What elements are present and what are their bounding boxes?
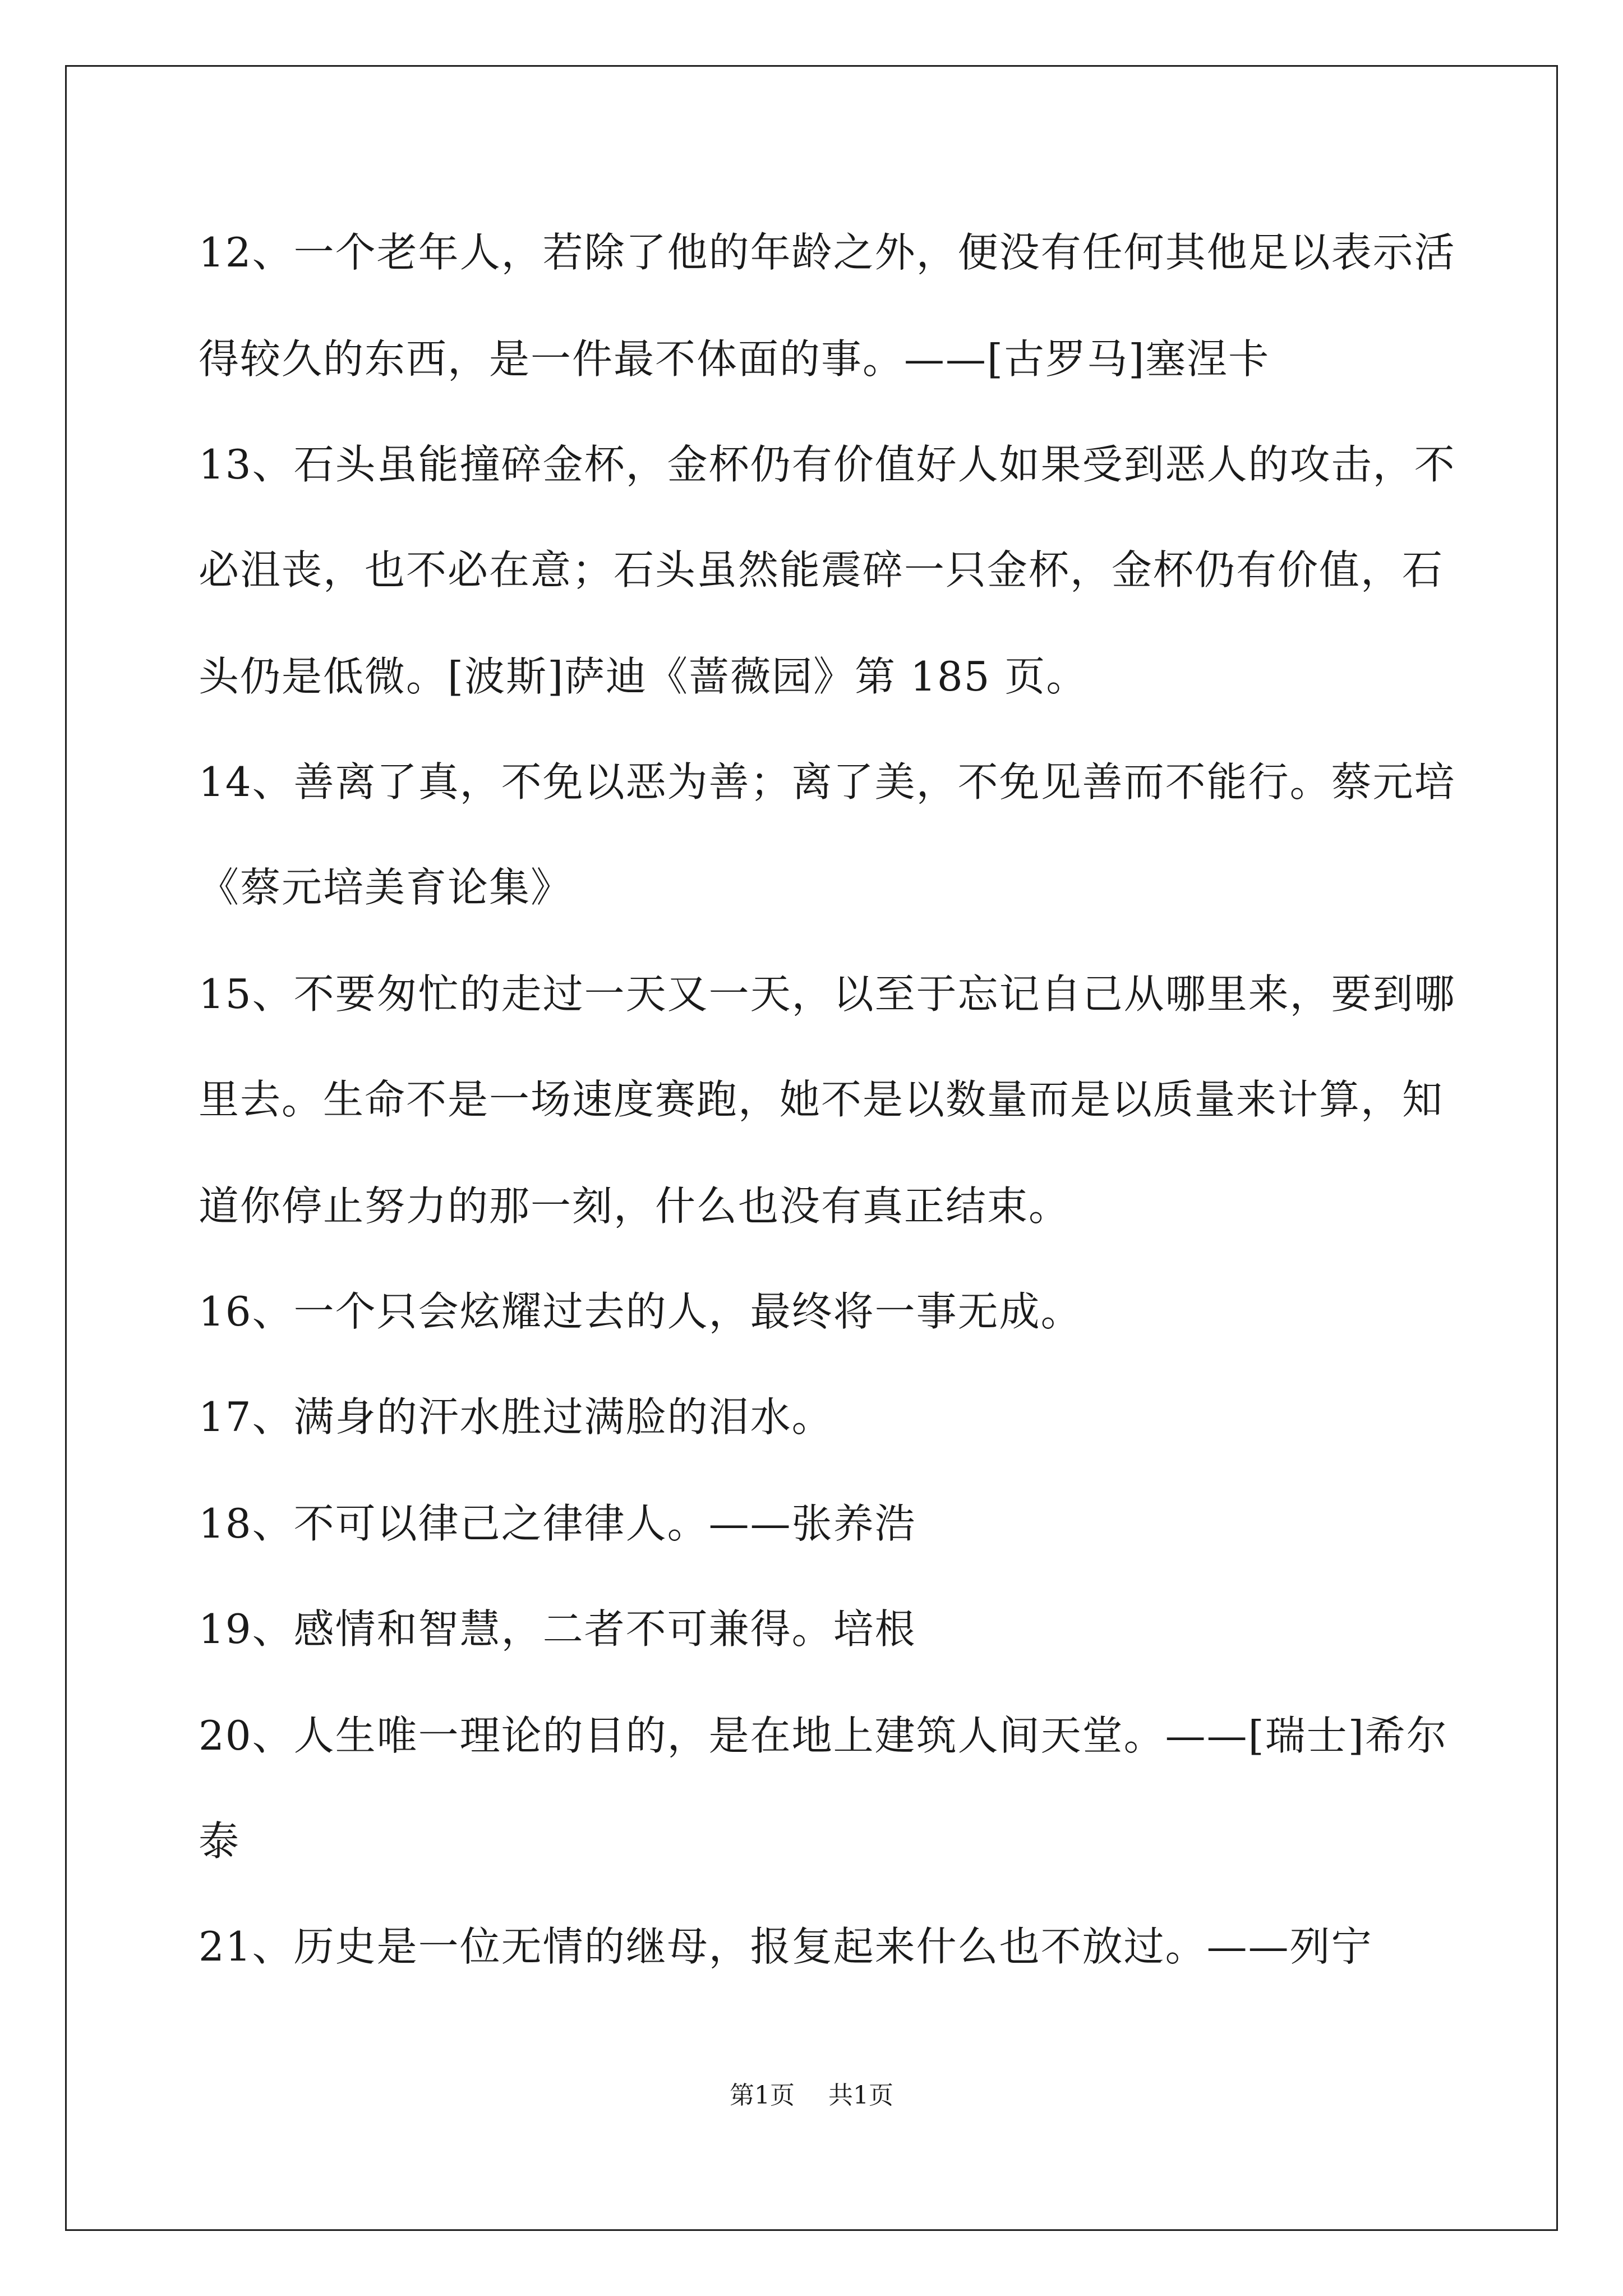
text-line: 必沮丧，也不必在意；石头虽然能震碎一只金杯，金杯仍有价值，石 [199,546,1444,593]
text-line: 21、历史是一位无情的继母，报复起来什么也不放过。——列宁 [199,1923,1373,1970]
text-line: 19、感情和智慧，二者不可兼得。培根 [199,1605,916,1653]
text-line: 得较久的东西，是一件最不体面的事。——[古罗马]塞涅卡 [199,335,1270,383]
text-line: 12、一个老年人，若除了他的年龄之外，便没有任何其他足以表示活 [199,229,1456,276]
text-line: 泰 [199,1818,241,1865]
text-line: 16、一个只会炫耀过去的人，最终将一事无成。 [199,1288,1082,1335]
text-line: 13、石头虽能撞碎金杯，金杯仍有价值好人如果受到恶人的攻击，不 [199,441,1456,488]
text-line: 头仍是低微。[波斯]萨迪《蔷薇园》第 185 页。 [199,653,1088,700]
page-number-total: 共1页 [828,2081,893,2110]
page-border [65,65,1558,2231]
text-line: 《蔡元培美育论集》 [199,864,573,911]
text-line: 道你停止努力的那一刻，什么也没有真正结束。 [199,1182,1071,1230]
text-line: 20、人生唯一理论的目的，是在地上建筑人间天堂。——[瑞士]希尔 [199,1712,1448,1759]
text-line: 15、不要匆忙的走过一天又一天，以至于忘记自己从哪里来，要到哪 [199,970,1456,1018]
page-footer [0,2079,1623,2113]
text-line: 14、善离了真，不免以恶为善；离了美，不免见善而不能行。蔡元培 [199,758,1456,806]
text-line: 18、不可以律己之律律人。——张养浩 [199,1500,916,1547]
text-line: 里去。生命不是一场速度赛跑，她不是以数量而是以质量来计算，知 [199,1076,1444,1123]
text-line: 17、满身的汗水胜过满脸的泪水。 [199,1393,833,1441]
page-number-current: 第1页 [730,2081,795,2110]
